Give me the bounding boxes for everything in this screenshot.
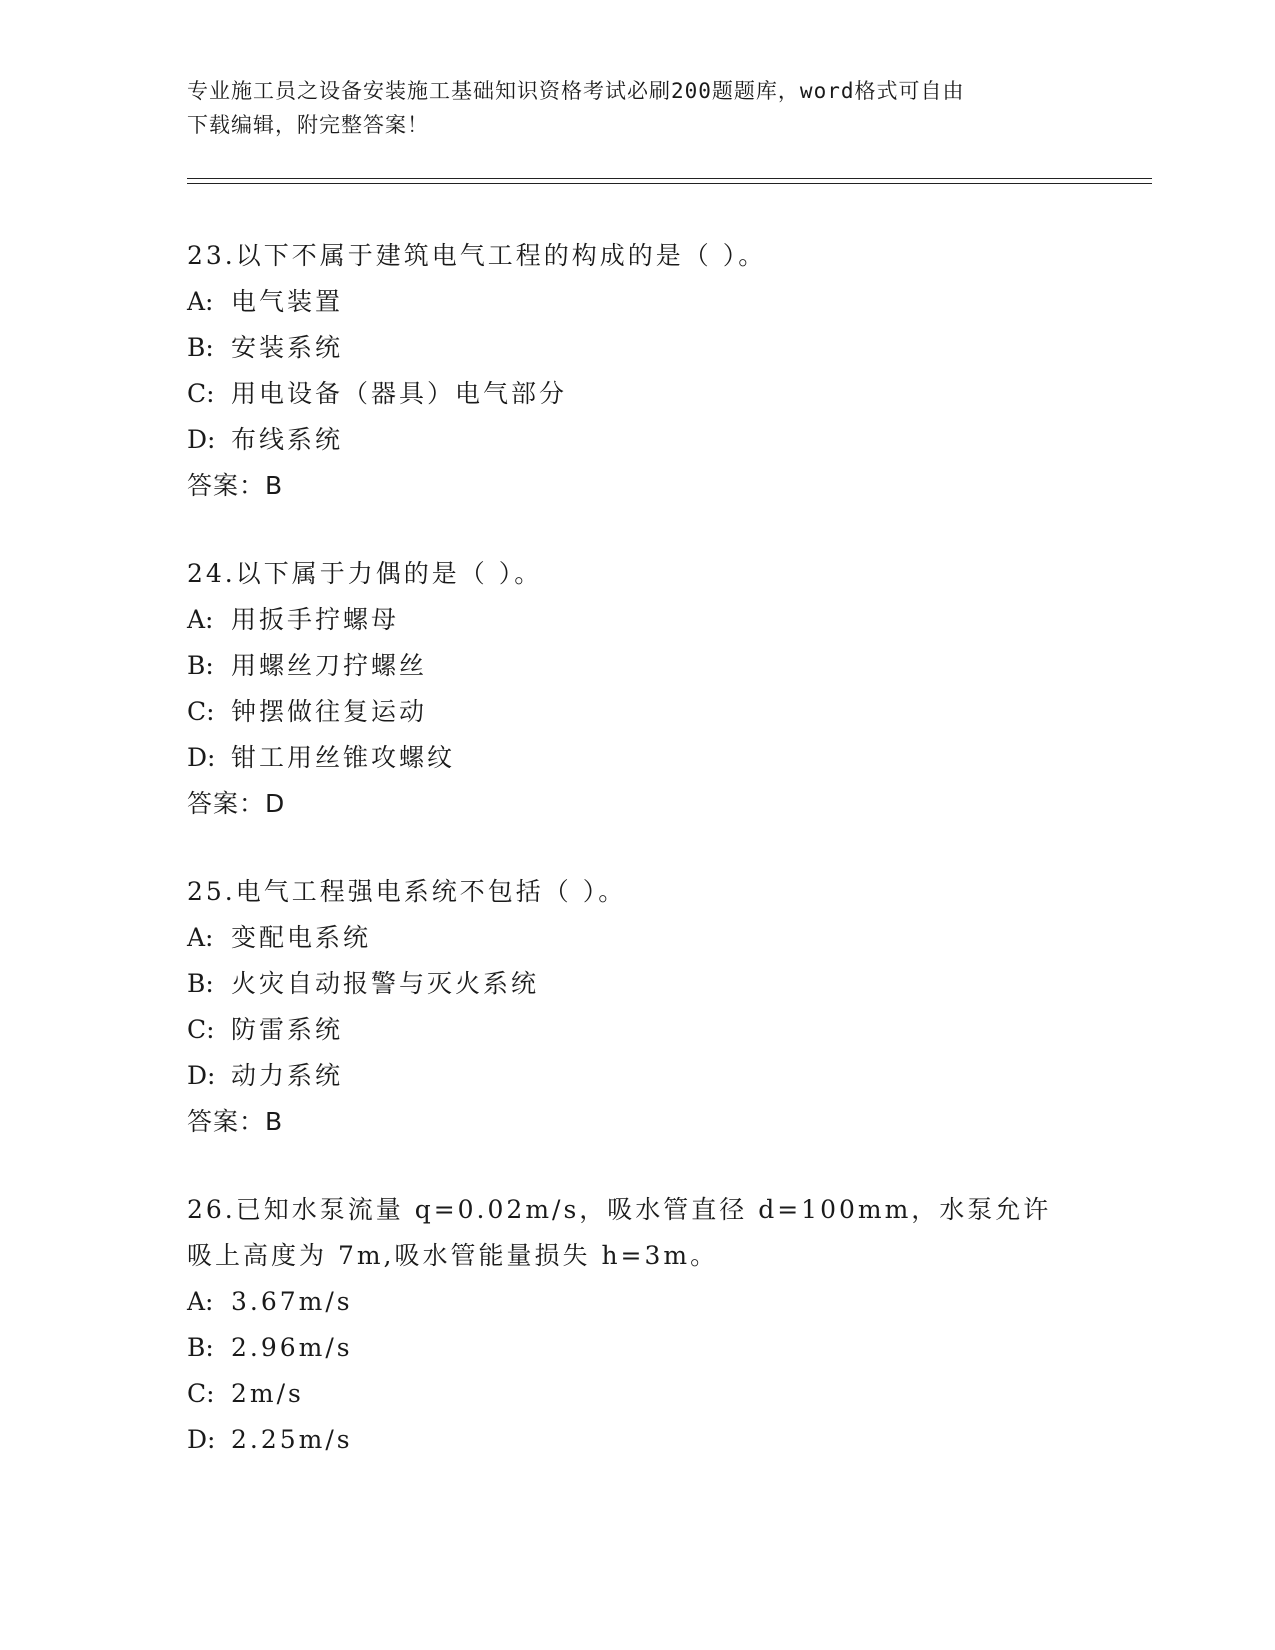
option-text: 动力系统 [231, 1061, 344, 1090]
question-23 [187, 233, 1087, 509]
option-d [187, 1053, 1087, 1099]
option-text: 安装系统 [231, 333, 344, 362]
option-text: 用扳手拧螺母 [231, 605, 400, 634]
document-header [187, 74, 1067, 142]
option-letter: A: [187, 287, 214, 316]
option-letter: D: [187, 425, 216, 454]
option-letter: D: [187, 1425, 216, 1454]
option-letter: B: [187, 333, 214, 362]
question-stem: 23.以下不属于建筑电气工程的构成的是（ ）。 [187, 241, 767, 270]
option-text: 用螺丝刀拧螺丝 [231, 651, 428, 680]
option-text: 2.25m/s [231, 1425, 353, 1454]
question-stem: 24.以下属于力偶的是（ ）。 [187, 559, 543, 588]
answer-label: 答案：B [187, 1107, 284, 1136]
option-letter: C: [187, 1379, 215, 1408]
option-c [187, 371, 1087, 417]
question-stem: 25.电气工程强电系统不包括（ ）。 [187, 877, 627, 906]
question-26 [187, 1187, 1087, 1463]
option-letter: C: [187, 697, 215, 726]
option-c [187, 1007, 1087, 1053]
option-letter: C: [187, 1015, 215, 1044]
option-letter: A: [187, 605, 214, 634]
option-letter: A: [187, 1287, 214, 1316]
option-b [187, 961, 1087, 1007]
option-letter: B: [187, 651, 214, 680]
option-text: 2m/s [231, 1379, 304, 1408]
option-a [187, 915, 1087, 961]
option-letter: C: [187, 379, 215, 408]
question-24 [187, 551, 1087, 827]
option-c [187, 1371, 1087, 1417]
option-a [187, 597, 1087, 643]
option-text: 防雷系统 [231, 1015, 344, 1044]
header-divider-bottom [187, 183, 1152, 184]
option-text: 钳工用丝锥攻螺纹 [231, 743, 456, 772]
option-d [187, 735, 1087, 781]
question-stem: 26.已知水泵流量 q=0.02m/s，吸水管直径 d=100mm，水泵允许吸上高度为 7m,吸水管能量损失 h=3m。 [187, 1195, 1052, 1270]
question-list [187, 233, 1087, 1505]
option-text: 2.96m/s [231, 1333, 353, 1362]
answer-label: 答案：D [187, 789, 286, 818]
header-divider-top [187, 178, 1152, 179]
question-25 [187, 869, 1087, 1145]
option-text: 电气装置 [231, 287, 344, 316]
option-a [187, 279, 1087, 325]
option-c [187, 689, 1087, 735]
option-d [187, 1417, 1087, 1463]
option-letter: D: [187, 1061, 216, 1090]
option-letter: D: [187, 743, 216, 772]
option-letter: A: [187, 923, 214, 952]
option-a [187, 1279, 1087, 1325]
option-letter: B: [187, 1333, 214, 1362]
option-text: 用电设备（器具）电气部分 [231, 379, 568, 408]
answer-label: 答案：B [187, 471, 284, 500]
header-line-2: 下载编辑，附完整答案！ [187, 113, 429, 137]
option-b [187, 1325, 1087, 1371]
option-text: 布线系统 [231, 425, 344, 454]
option-text: 3.67m/s [231, 1287, 353, 1316]
option-letter: B: [187, 969, 214, 998]
option-text: 火灾自动报警与灭火系统 [231, 969, 540, 998]
option-text: 钟摆做往复运动 [231, 697, 428, 726]
option-text: 变配电系统 [231, 923, 372, 952]
option-b [187, 643, 1087, 689]
option-d [187, 417, 1087, 463]
header-line-1: 专业施工员之设备安装施工基础知识资格考试必刷200题题库，word格式可自由 [187, 79, 965, 103]
option-b [187, 325, 1087, 371]
